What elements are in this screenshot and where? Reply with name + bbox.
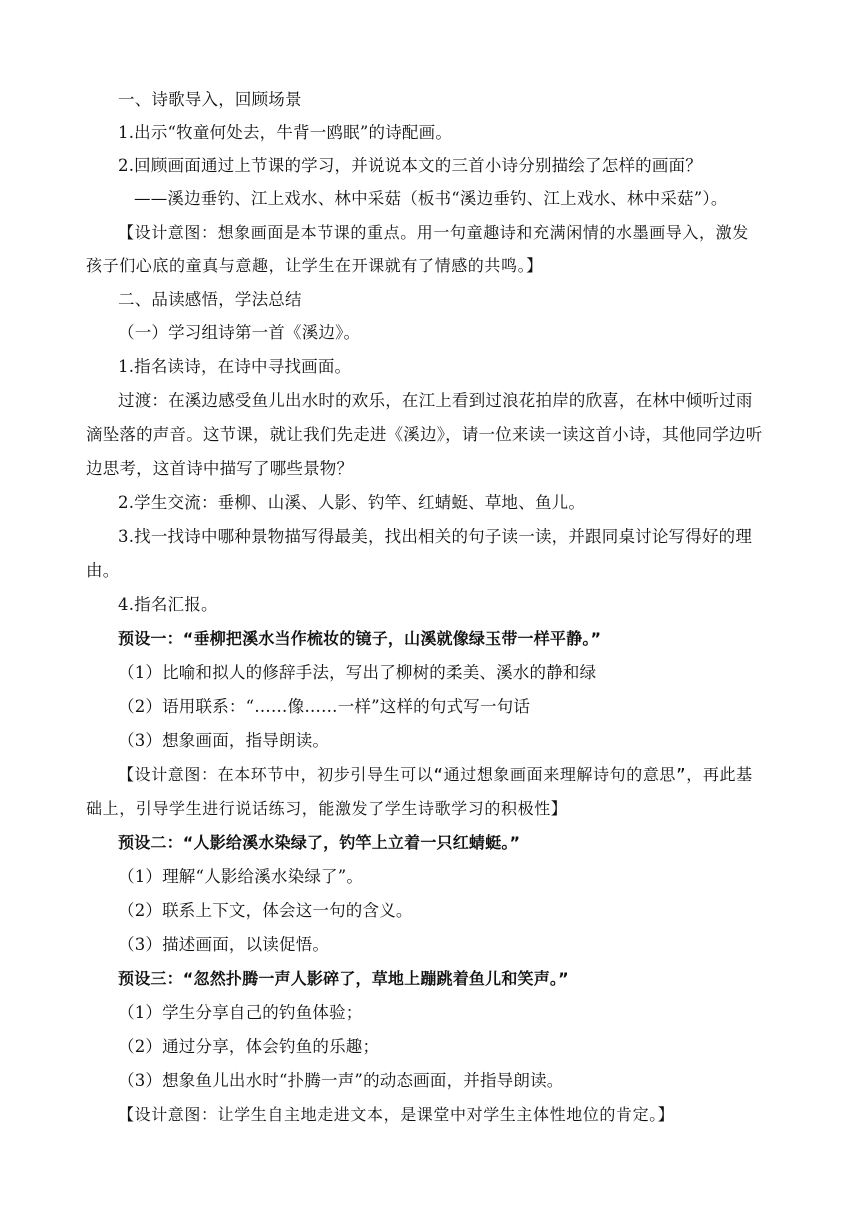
paragraph-line: 由。 <box>86 561 120 580</box>
list-item: （3）想象鱼儿出水时“扑腾一声”的动态画面，并指导朗读。 <box>118 1071 564 1090</box>
preset-heading: 预设一：“垂柳把溪水当作梳妆的镜子，山溪就像绿玉带一样平静。” <box>118 629 602 648</box>
design-intent-note: 孩子们心底的童真与意趣，让学生在开课就有了情感的共鸣。】 <box>86 256 543 275</box>
list-item: （2）通过分享，体会钓鱼的乐趣； <box>118 1037 380 1056</box>
paragraph-line: 3.找一找诗中哪种景物描写得最美，找出相关的句子读一读，并跟同桌讨论写得好的理 <box>118 527 753 546</box>
paragraph-line: 2.学生交流：垂柳、山溪、人影、钓竿、红蜻蜓、草地、鱼儿。 <box>118 493 586 512</box>
paragraph-line: 2.回顾画面通过上节课的学习，并说说本文的三首小诗分别描绘了怎样的画面？ <box>118 156 702 175</box>
list-item: （1）学生分享自己的钓鱼体验； <box>118 1003 363 1022</box>
preset-heading: 预设三：“忽然扑腾一声人影碎了，草地上蹦跳着鱼儿和笑声。” <box>118 969 569 988</box>
design-intent-note: 【设计意图：想象画面是本节课的重点。用一句童趣诗和充满闲情的水墨画导入，激发 <box>118 223 749 242</box>
design-intent-note: 【设计意图：让学生自主地走进文本，是课堂中对学生主体性地位的肯定。】 <box>118 1105 675 1124</box>
paragraph-line: 过渡：在溪边感受鱼儿出水时的欢乐，在江上看到过浪花拍岸的欣喜，在林中倾听过雨 <box>118 391 753 410</box>
list-item: （2）语用联系：“……像……一样”这样的句式写一句话 <box>118 697 531 716</box>
list-item: （1）比喻和拟人的修辞手法，写出了柳树的柔美、溪水的静和绿 <box>118 663 597 682</box>
paragraph-line: 边思考，这首诗中描写了哪些景物？ <box>86 459 354 478</box>
preset-heading: 预设二：“人影给溪水染绿了，钓竿上立着一只红蜻蜓。” <box>118 833 521 852</box>
paragraph-line: ——溪边垂钓、江上戏水、林中采菇（板书“溪边垂钓、江上戏水、林中采菇”）。 <box>134 189 728 208</box>
design-intent-note: 【设计意图：在本环节中，初步引导生可以“通过想象画面来理解诗句的意思”，再此基 <box>118 765 753 784</box>
list-item: （3）描述画面，以读促悟。 <box>118 935 330 954</box>
section-heading-2: 二、品读感悟，学法总结 <box>118 290 302 309</box>
design-intent-note: 础上，引导学生进行说话练习，能激发了学生诗歌学习的积极性】 <box>86 799 568 818</box>
list-item: （2）联系上下文，体会这一句的含义。 <box>118 901 413 920</box>
paragraph-line: 1.出示“牧童何处去，牛背一鸥眠”的诗配画。 <box>118 123 453 142</box>
section-heading-1: 一、诗歌导入，回顾场景 <box>118 90 302 109</box>
paragraph-line: 1.指名读诗，在诗中寻找画面。 <box>118 357 352 376</box>
paragraph-line: 滴坠落的声音。这节课，就让我们先走进《溪边》，请一位来读一读这首小诗，其他同学边听 <box>86 425 763 444</box>
subsection-heading: （一）学习组诗第一首《溪边》。 <box>118 323 361 342</box>
list-item: （1）理解“人影给溪水染绿了”。 <box>118 867 364 886</box>
list-item: （3）想象画面，指导朗读。 <box>118 731 330 750</box>
paragraph-line: 4.指名汇报。 <box>118 595 218 614</box>
